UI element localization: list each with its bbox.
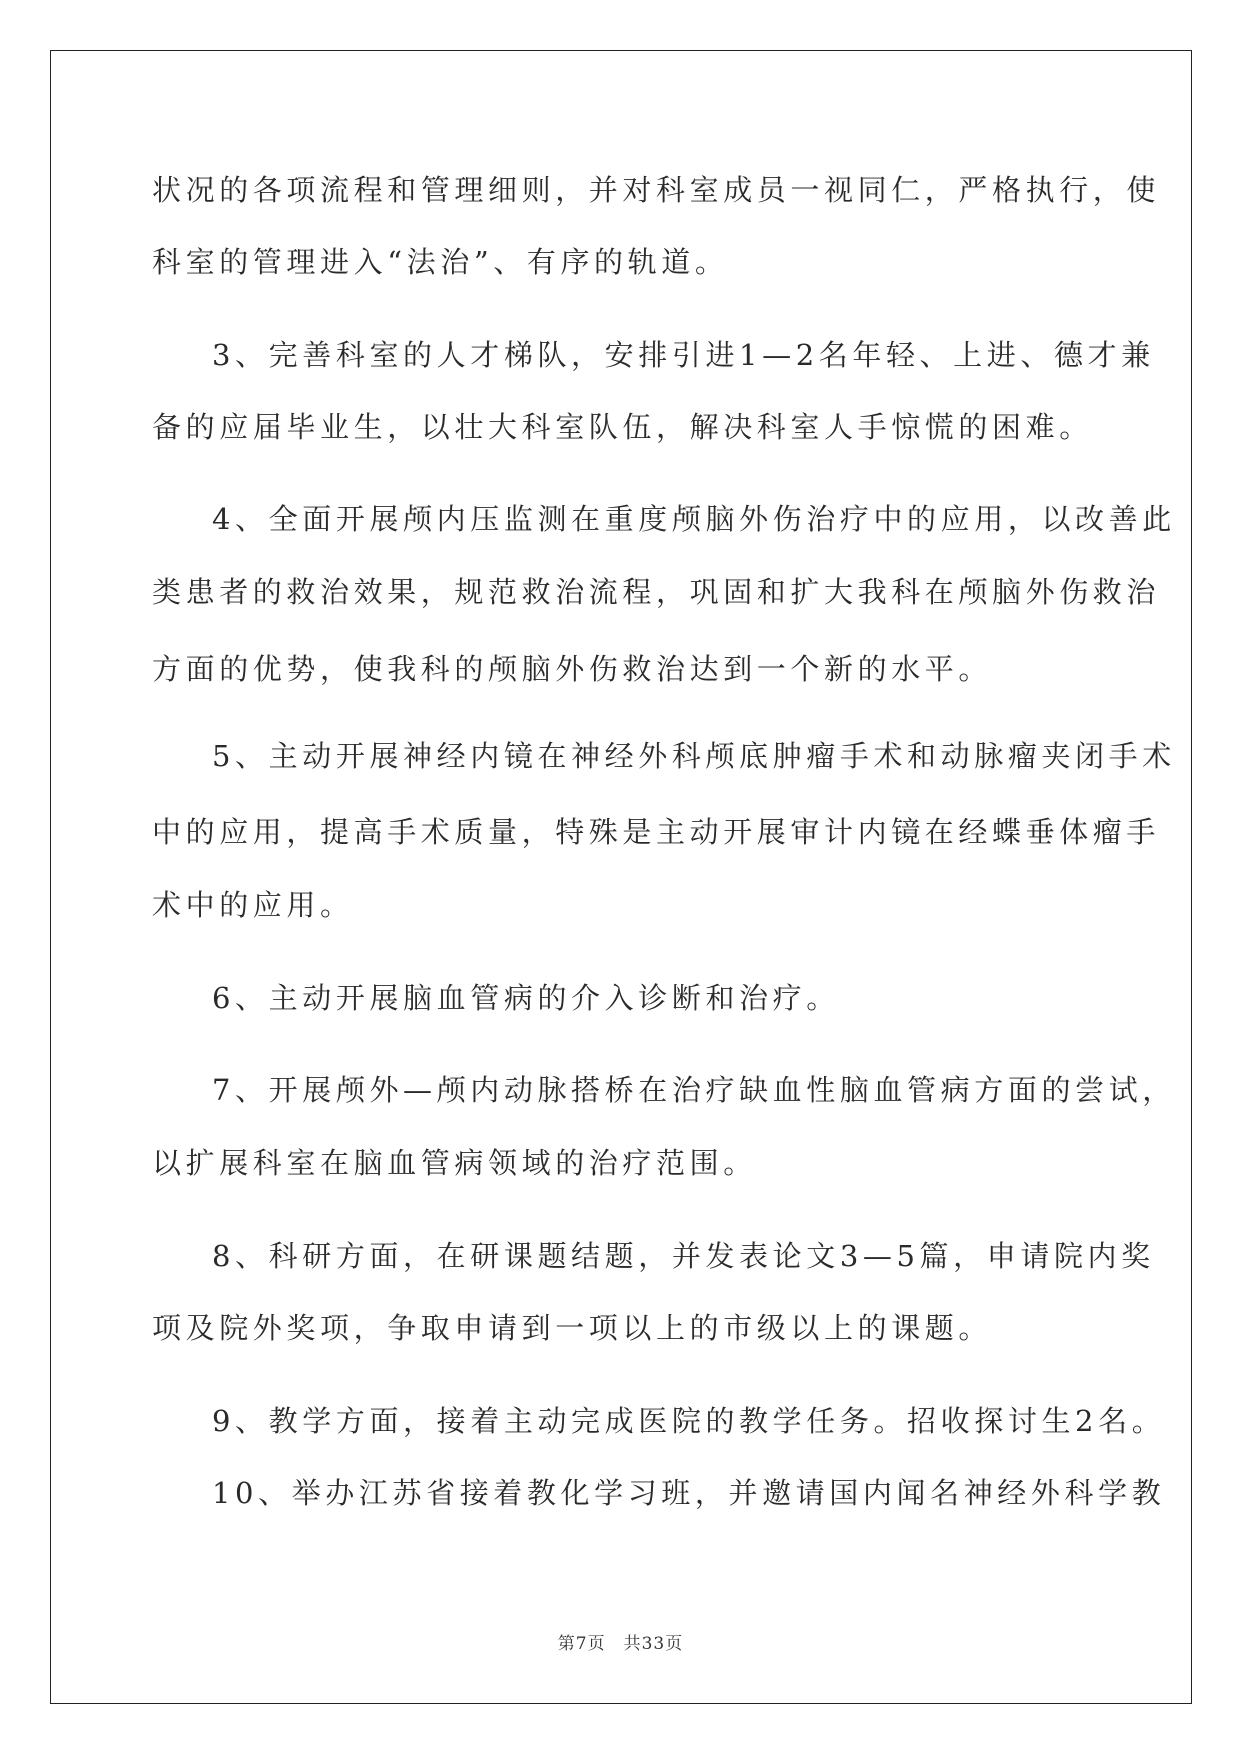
text-line: 9、教学方面，接着主动完成医院的教学任务。招收探讨生2名。: [212, 1404, 1166, 1438]
text-line: 方面的优势，使我科的颅脑外伤救治达到一个新的水平。: [152, 652, 993, 686]
text-line: 中的应用，提高手术质量，特殊是主动开展审计内镜在经蝶垂体瘤手: [152, 815, 1161, 849]
text-line: 7、开展颅外—颅内动脉搭桥在治疗缺血性脑血管病方面的尝试，: [212, 1073, 1176, 1107]
text-line: 4、全面开展颅内压监测在重度颅脑外伤治疗中的应用，以改善此: [212, 502, 1176, 536]
text-line: 项及院外奖项，争取申请到一项以上的市级以上的课题。: [152, 1311, 993, 1345]
text-line: 以扩展科室在脑血管病领域的治疗范围。: [152, 1146, 757, 1180]
text-line: 状况的各项流程和管理细则，并对科室成员一视同仁，严格执行，使: [152, 173, 1161, 207]
page-number: 第7页 共33页: [557, 1634, 684, 1654]
text-line: 8、科研方面，在研课题结题，并发表论文3—5篇，申请院内奖: [212, 1239, 1155, 1273]
text-line: 科室的管理进入“法治”、有序的轨道。: [152, 245, 729, 279]
text-line: 5、主动开展神经内镜在神经外科颅底肿瘤手术和动脉瘤夹闭手术: [212, 739, 1176, 773]
text-line: 10、举办江苏省接着教化学习班，并邀请国内闻名神经外科学教: [212, 1476, 1166, 1510]
text-line: 备的应届毕业生，以壮大科室队伍，解决科室人手惊慌的困难。: [152, 410, 1093, 444]
text-line: 6、主动开展脑血管病的介入诊断和治疗。: [212, 981, 840, 1015]
text-line: 3、完善科室的人才梯队，安排引进1—2名年轻、上进、德才兼: [212, 338, 1155, 372]
text-line: 术中的应用。: [152, 888, 354, 922]
text-line: 类患者的救治效果，规范救治流程，巩固和扩大我科在颅脑外伤救治: [152, 575, 1161, 609]
page-border: [50, 50, 1192, 1704]
